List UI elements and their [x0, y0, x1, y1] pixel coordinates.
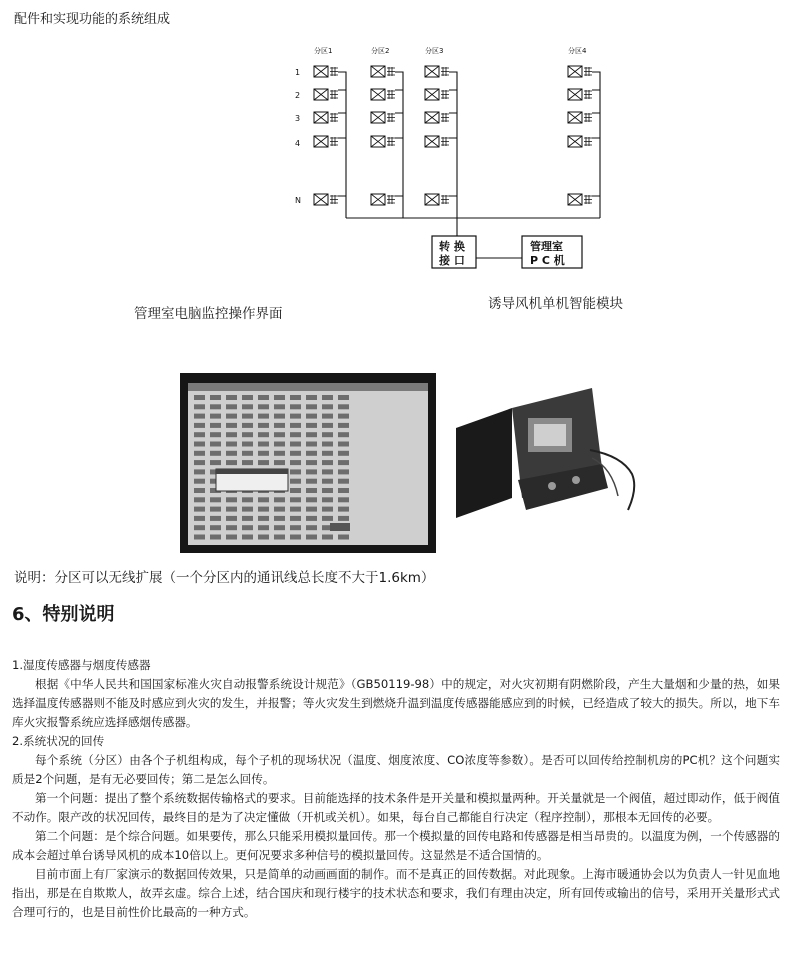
screen-cell	[290, 535, 301, 540]
screen-cell	[306, 469, 317, 474]
screen-cell	[242, 432, 253, 437]
screen-cell	[274, 516, 285, 521]
screen-cell	[322, 423, 333, 428]
screen-cell	[258, 497, 269, 502]
fan-unit-icon	[425, 66, 449, 77]
screen-cell	[338, 460, 349, 465]
screen-cell	[242, 395, 253, 400]
screen-cell	[274, 432, 285, 437]
row-label: N	[295, 196, 301, 205]
screen-cell	[306, 395, 317, 400]
screen-cell	[242, 404, 253, 409]
screen-cell	[290, 497, 301, 502]
screen-cell	[338, 414, 349, 419]
screen-cell	[194, 497, 205, 502]
screen-cell	[194, 469, 205, 474]
screen-cell	[322, 488, 333, 493]
screen-cell	[242, 497, 253, 502]
screen-cell	[194, 507, 205, 512]
screen-cell	[226, 497, 237, 502]
screen-cell	[194, 460, 205, 465]
screen-cell	[210, 507, 221, 512]
screen-cell	[226, 535, 237, 540]
section-title: 配件和实现功能的系统组成	[14, 12, 171, 27]
fan-unit-icon	[371, 136, 395, 147]
screen-cell	[194, 535, 205, 540]
screen-cell	[258, 525, 269, 530]
screen-cell	[226, 525, 237, 530]
fan-unit-icon	[425, 112, 449, 123]
screen-cell	[290, 460, 301, 465]
converter-label-2: 接 口	[439, 254, 465, 267]
screen-cell	[210, 414, 221, 419]
screen-cell	[274, 535, 285, 540]
screen-cell	[194, 451, 205, 456]
screen-cell	[322, 469, 333, 474]
screen-cell	[194, 423, 205, 428]
paragraph: 根据《中华人民共和国国家标准火灾自动报警系统设计规范》（GB50119-98）中的规定，对火灾初期有阴燃阶段，产生大量烟和少量的热，如果选择温度传感器则不能及时感应到火灾的发生，并报警；等火灾发生到燃烧升温到温度传感器能感应到的时候，已经造成了较大的损失。所以，地下车库火灾报警系统应选择感烟传感器。	[12, 677, 780, 729]
row-label: 1	[295, 68, 301, 77]
screen-cell	[210, 395, 221, 400]
fan-unit-icon	[314, 66, 338, 77]
paragraph-subtitle: 2.系统状况的回传	[12, 734, 105, 748]
paragraph-subtitle: 1.湿度传感器与烟度传感器	[12, 658, 151, 672]
screen-cell	[338, 535, 349, 540]
screen-cell	[322, 460, 333, 465]
screen-cell	[210, 535, 221, 540]
screen-cell	[290, 507, 301, 512]
screen-cell	[274, 404, 285, 409]
screen-cell	[274, 414, 285, 419]
fan-unit-icon	[568, 194, 592, 205]
special-notes-body	[12, 656, 780, 922]
screen-cell	[210, 404, 221, 409]
screen-cell	[338, 507, 349, 512]
screen-cell	[322, 516, 333, 521]
caption-monitor-ui: 管理室电脑监控操作界面	[134, 306, 283, 322]
screen-cell	[306, 451, 317, 456]
zone-label: 分区2	[371, 47, 390, 55]
fan-unit-icon	[371, 66, 395, 77]
screen-cell	[210, 442, 221, 447]
screen-cell	[274, 497, 285, 502]
screen-cell	[258, 460, 269, 465]
screen-cell	[258, 516, 269, 521]
screen-cell	[306, 497, 317, 502]
fan-unit-icon	[314, 89, 338, 100]
screen-cell	[290, 525, 301, 530]
screen-cell	[242, 451, 253, 456]
screen-cell	[226, 442, 237, 447]
screen-cell	[194, 516, 205, 521]
screen-cell	[338, 497, 349, 502]
screen-cell	[210, 497, 221, 502]
fan-unit-icon	[425, 89, 449, 100]
screen-cell	[258, 432, 269, 437]
screen-cell	[194, 432, 205, 437]
screen-cell	[306, 488, 317, 493]
screen-cell	[322, 414, 333, 419]
screen-cell	[226, 404, 237, 409]
screen-cell	[258, 423, 269, 428]
pc-label-2: P C 机	[530, 254, 565, 267]
screen-cell	[210, 423, 221, 428]
screen-cell	[290, 488, 301, 493]
screen-cell	[274, 525, 285, 530]
screen-cell	[338, 479, 349, 484]
fan-unit-icon	[568, 112, 592, 123]
fan-unit-icon	[371, 112, 395, 123]
screen-cell	[226, 423, 237, 428]
system-wiring-diagram	[0, 0, 794, 300]
screen-cell	[194, 525, 205, 530]
screen-cell	[290, 432, 301, 437]
section-heading: 6、特别说明	[12, 604, 115, 625]
screen-cell	[306, 423, 317, 428]
screen-cell	[338, 404, 349, 409]
screen-cell	[322, 395, 333, 400]
screen-cell	[338, 423, 349, 428]
screen-cell	[274, 395, 285, 400]
screen-cell	[338, 442, 349, 447]
row-label: 4	[295, 139, 301, 148]
fan-unit-icon	[314, 136, 338, 147]
screen-cell	[290, 423, 301, 428]
screen-cell	[242, 423, 253, 428]
screen-cell	[322, 479, 333, 484]
screen-cell	[242, 460, 253, 465]
fan-unit-icon	[568, 136, 592, 147]
screen-cell	[274, 507, 285, 512]
screen-cell	[322, 451, 333, 456]
screen-cell	[306, 414, 317, 419]
screen-cell	[322, 507, 333, 512]
screen-cell	[194, 414, 205, 419]
screen-cell	[322, 497, 333, 502]
screen-cell	[242, 442, 253, 447]
screen-cell	[290, 395, 301, 400]
screen-cell	[210, 451, 221, 456]
paragraph: 目前市面上有厂家演示的数据回传效果，只是简单的动画画面的制作。而不是真正的回传数据。对此现象。上海市暖通协会以为负责人一针见血地指出，那是在自欺欺人，故弄玄虚。综合上述，结合国庆和现行楼宇的技术状态和要求，我们有理由决定，所有回传或输出的信号，采用开关量形式式合理可行的，也是目前性价比最高的一种方式。	[12, 867, 780, 919]
screen-cell	[258, 535, 269, 540]
screen-cell	[338, 488, 349, 493]
fan-unit-icon	[314, 112, 338, 123]
screen-cell	[306, 404, 317, 409]
paragraph: 第二个问题：是个综合问题。如果要传，那么只能采用模拟量回传。那一个模拟量的回传电路和传感器是相当昂贵的。以温度为例，一个传感器的成本会超过单台诱导风机的成本10倍以上。更何况要求多种信号的模拟量回传。这显然是不适合国情的。	[12, 829, 780, 862]
screen-cell	[210, 525, 221, 530]
fan-unit-icon	[371, 194, 395, 205]
screen-cell	[290, 479, 301, 484]
screen-cell	[242, 525, 253, 530]
smart-module-photo	[452, 378, 656, 526]
screen-cell	[274, 442, 285, 447]
screen-cell	[274, 460, 285, 465]
screen-cell	[194, 488, 205, 493]
screen-cell	[306, 479, 317, 484]
zone-label: 分区3	[425, 47, 444, 55]
fan-unit-icon	[425, 136, 449, 147]
fan-units	[314, 66, 592, 205]
screen-cell	[258, 507, 269, 512]
fan-unit-icon	[314, 194, 338, 205]
screen-cell	[258, 404, 269, 409]
screen-cell	[226, 395, 237, 400]
screen-cell	[306, 432, 317, 437]
screen-cell	[306, 460, 317, 465]
screen-cell	[306, 516, 317, 521]
monitor-screen-photo	[180, 373, 436, 553]
screen-cell	[338, 432, 349, 437]
row-label: 3	[295, 114, 301, 123]
caption-smart-module: 诱导风机单机智能模块	[488, 296, 623, 312]
screen-cell	[194, 404, 205, 409]
fan-unit-icon	[568, 66, 592, 77]
screen-cell	[242, 516, 253, 521]
screen-cell	[290, 442, 301, 447]
screen-cell	[194, 442, 205, 447]
fan-unit-icon	[568, 89, 592, 100]
screen-cell	[306, 535, 317, 540]
zone-label: 分区4	[568, 47, 587, 55]
screen-cell	[226, 516, 237, 521]
screen-cell	[322, 432, 333, 437]
screen-cell	[210, 460, 221, 465]
screen-cell	[338, 451, 349, 456]
screen-cell	[194, 479, 205, 484]
screen-cell	[338, 469, 349, 474]
screen-cell	[290, 451, 301, 456]
screen-cell	[242, 507, 253, 512]
screen-cell	[258, 395, 269, 400]
screen-cell	[258, 414, 269, 419]
screen-cell	[226, 507, 237, 512]
fan-unit-icon	[371, 89, 395, 100]
screen-cell	[226, 432, 237, 437]
screen-cell	[242, 414, 253, 419]
fan-unit-icon	[425, 194, 449, 205]
row-label: 2	[295, 91, 301, 100]
screen-cell	[226, 414, 237, 419]
converter-label-1: 转 换	[439, 240, 465, 253]
paragraph: 每个系统（分区）由各个子机组构成，每个子机的现场状况（温度、烟度浓度、CO浓度等参数）。是否可以回传给控制机房的PC机？这个问题实质是2个问题，是有无必要回传；第二是怎么回传。	[12, 753, 780, 786]
screen-cell	[258, 442, 269, 447]
screen-cell	[194, 395, 205, 400]
pc-label-1: 管理室	[530, 240, 563, 253]
screen-cell	[258, 451, 269, 456]
screen-cell	[274, 423, 285, 428]
screen-cell	[226, 451, 237, 456]
screen-cell	[290, 404, 301, 409]
screen-cell	[338, 395, 349, 400]
screen-cell	[210, 432, 221, 437]
screen-cell	[242, 535, 253, 540]
screen-cell	[338, 516, 349, 521]
paragraph: 第一个问题：提出了整个系统数据传输格式的要求。目前能选择的技术条件是开关量和模拟量两种。开关量就是一个阀值，超过即动作，低于阀值不动作。限产改的状况回传，最终目的是为了决定懂做（开机或关机）。如果，每台自己都能自行决定（程序控制），那根本无回传的必要。	[12, 791, 780, 824]
screen-cell	[290, 469, 301, 474]
screen-cell	[306, 442, 317, 447]
screen-cell	[226, 460, 237, 465]
screen-cell	[322, 535, 333, 540]
screen-cell	[290, 516, 301, 521]
screen-cell	[322, 404, 333, 409]
screen-cell	[210, 516, 221, 521]
screen-cell	[274, 451, 285, 456]
expansion-note: 说明：分区可以无线扩展（一个分区内的通讯线总长度不大于1.6km）	[14, 570, 435, 586]
zone-label: 分区1	[314, 47, 333, 55]
screen-cell	[322, 442, 333, 447]
screen-cell	[290, 414, 301, 419]
screen-cell	[306, 525, 317, 530]
screen-cell	[306, 507, 317, 512]
